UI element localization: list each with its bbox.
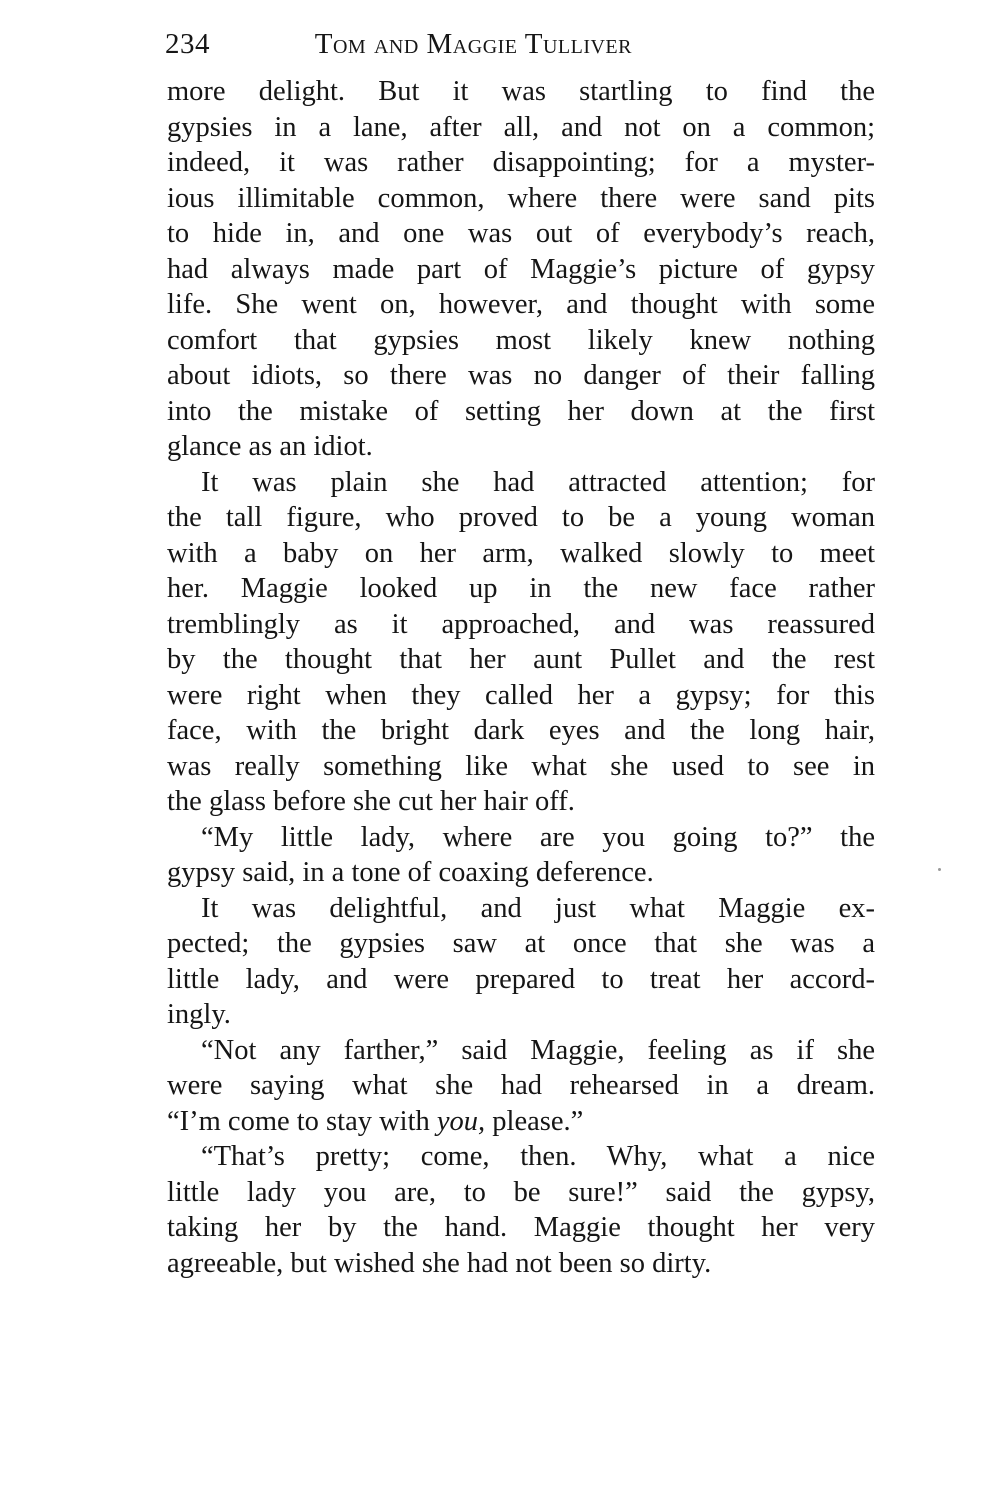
body-text <box>167 74 875 1281</box>
paragraph-start-line: It was plain she had attracted attention; for <box>201 466 875 498</box>
text-line: more delight. But it was startling to find the <box>167 76 875 107</box>
text-line: by the thought that her aunt Pullet and the rest <box>167 644 875 675</box>
text-line: the tall figure, who proved to be a young woman <box>167 502 875 533</box>
text-line: was really something like what she used to see in <box>167 750 875 782</box>
text-line: tremblingly as it approached, and was reassured <box>167 608 875 640</box>
paragraph-end-line <box>167 1104 875 1140</box>
text-line: little lady you are, to be sure!” said the gypsy, <box>167 1176 875 1208</box>
page-number: 234 <box>165 28 210 60</box>
emphasis-word: you, <box>436 1105 486 1137</box>
paragraph-start-line: “My little lady, where are you going to?” the <box>201 821 875 853</box>
text-line: indeed, it was rather disappointing; for a myster- <box>167 147 875 178</box>
text-line: were right when they called her a gypsy; for this <box>167 679 875 711</box>
line-text-after: please.” <box>485 1105 584 1137</box>
text-line: ious illimitable common, where there were sand pits <box>167 182 875 214</box>
text-line: gypsies in a lane, after all, and not on a common; <box>167 111 875 143</box>
text-line: taking her by the hand. Maggie thought her very <box>167 1212 875 1243</box>
text-line: comfort that gypsies most likely knew nothing <box>167 324 875 356</box>
text-line: were saying what she had rehearsed in a dream. <box>167 1070 875 1101</box>
text-line: had always made part of Maggie’s picture of gypsy <box>167 253 875 285</box>
text-line: about idiots, so there was no danger of their falling <box>167 360 875 391</box>
paragraph-end-line: the glass before she cut her hair off. <box>167 786 575 817</box>
paragraph-start-line: It was delightful, and just what Maggie ex- <box>201 892 875 924</box>
paragraph-end-line: glance as an idiot. <box>167 431 373 462</box>
paragraph-start-line: “Not any farther,” said Maggie, feeling as if she <box>201 1034 875 1066</box>
text-line: with a baby on her arm, walked slowly to meet <box>167 537 875 569</box>
text-line: little lady, and were prepared to treat her accord- <box>167 963 875 995</box>
paragraph-start-line: “That’s pretty; come, then. Why, what a nice <box>201 1141 875 1172</box>
text-line: pected; the gypsies saw at once that she was a <box>167 928 875 959</box>
paragraph-end-line: gypsy said, in a tone of coaxing deference. <box>167 857 654 888</box>
line-text-before: “I’m come to stay with <box>167 1105 437 1137</box>
text-line: to hide in, and one was out of everybody’s reach, <box>167 218 875 249</box>
scan-speck <box>938 868 941 871</box>
text-line: face, with the bright dark eyes and the long hair, <box>167 715 875 746</box>
text-line: her. Maggie looked up in the new face rather <box>167 573 875 604</box>
text-line: life. She went on, however, and thought with some <box>167 289 875 320</box>
paragraph-end-line: ingly. <box>167 999 231 1030</box>
paragraph-end-line: agreeable, but wished she had not been so dirty. <box>167 1247 712 1279</box>
running-title: Tom and Maggie Tulliver <box>314 28 632 60</box>
text-line: into the mistake of setting her down at the first <box>167 395 875 427</box>
running-head <box>165 22 785 66</box>
